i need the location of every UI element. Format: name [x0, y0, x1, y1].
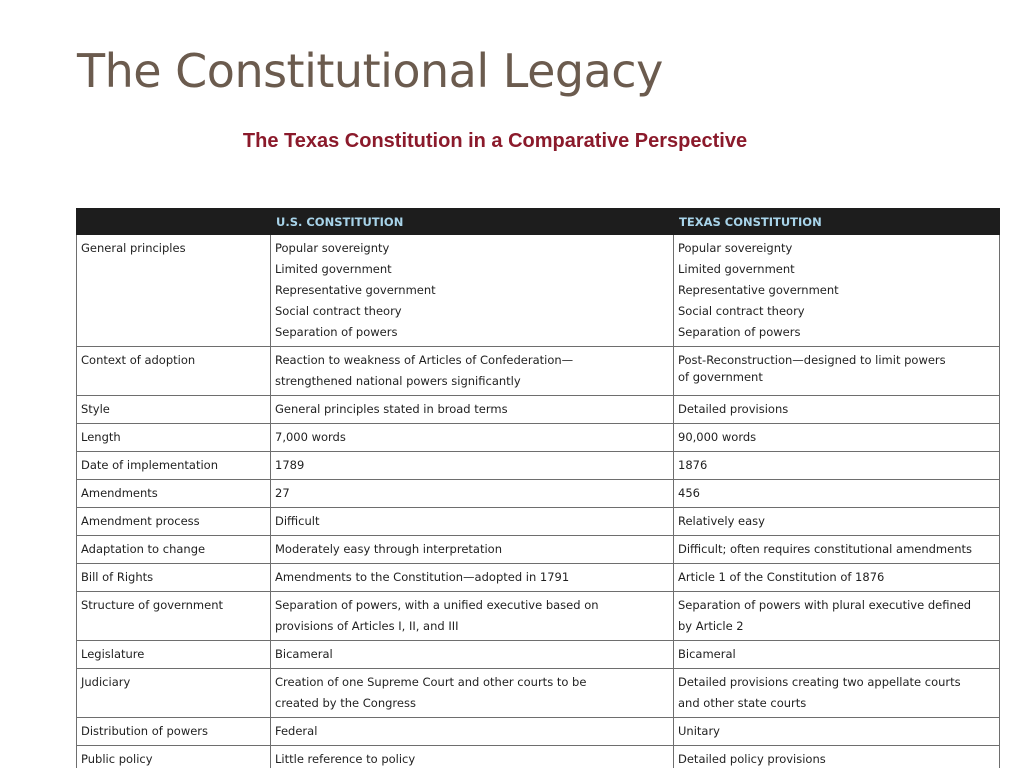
- texas-constitution-cell: [674, 669, 1000, 718]
- us-constitution-cell: [271, 564, 674, 592]
- us-constitution-cell: [271, 641, 674, 669]
- cell-line: Limited government: [275, 262, 392, 276]
- row-label: Amendments: [77, 480, 271, 508]
- us-constitution-cell: [271, 592, 674, 641]
- cell-line: Bicameral: [275, 647, 333, 661]
- cell-line: Limited government: [678, 262, 795, 276]
- cell-line: Popular sovereignty: [678, 241, 793, 255]
- cell-line: 7,000 words: [275, 430, 346, 444]
- us-constitution-cell: [271, 235, 674, 347]
- texas-constitution-cell: [674, 480, 1000, 508]
- cell-line: Separation of powers with plural executive defined: [678, 598, 972, 612]
- texas-constitution-cell: [674, 536, 1000, 564]
- cell-line: Post-Reconstruction—designed to limit powers: [678, 353, 946, 367]
- us-constitution-cell: [271, 718, 674, 746]
- cell-line: of government: [678, 370, 763, 384]
- texas-constitution-cell: [674, 508, 1000, 536]
- table-row: [77, 718, 1000, 746]
- cell-line: by Article 2: [678, 619, 744, 633]
- comparison-table: [76, 208, 1000, 768]
- table-row: [77, 480, 1000, 508]
- cell-line: Detailed provisions: [678, 402, 789, 416]
- table-row: [77, 424, 1000, 452]
- table-caption: The Texas Constitution in a Comparative Perspective: [242, 130, 748, 152]
- texas-constitution-cell: [674, 235, 1000, 347]
- texas-constitution-cell: [674, 347, 1000, 396]
- texas-constitution-cell: [674, 718, 1000, 746]
- table-row: [77, 508, 1000, 536]
- table-row: [77, 564, 1000, 592]
- us-constitution-cell: [271, 347, 674, 396]
- us-constitution-cell: [271, 508, 674, 536]
- cell-line: Reaction to weakness of Articles of Confederation—: [275, 353, 574, 367]
- texas-constitution-cell: [674, 641, 1000, 669]
- us-constitution-cell: [271, 480, 674, 508]
- cell-line: Moderately easy through interpretation: [275, 542, 502, 556]
- cell-line: Article 1 of the Constitution of 1876: [678, 570, 885, 584]
- cell-line: Social contract theory: [678, 304, 805, 318]
- table-row: [77, 235, 1000, 347]
- cell-line: 456: [678, 486, 700, 500]
- texas-constitution-cell: [674, 396, 1000, 424]
- row-label: Bill of Rights: [77, 564, 271, 592]
- row-label: Public policy: [77, 746, 271, 768]
- us-constitution-cell: [271, 669, 674, 718]
- cell-line: Unitary: [678, 724, 720, 738]
- cell-line: Separation of powers: [275, 325, 398, 339]
- cell-line: Separation of powers, with a unified executive based on: [275, 598, 599, 612]
- table-row: [77, 396, 1000, 424]
- cell-line: Difficult; often requires constitutional amendments: [678, 542, 973, 556]
- table-row: [77, 669, 1000, 718]
- cell-line: provisions of Articles I, II, and III: [275, 619, 459, 633]
- table-row: [77, 347, 1000, 396]
- cell-line: Social contract theory: [275, 304, 402, 318]
- table-header-row: [77, 209, 1000, 235]
- cell-line: strengthened national powers significantly: [275, 374, 521, 388]
- cell-line: Little reference to policy: [275, 752, 416, 766]
- cell-line: General principles stated in broad terms: [275, 402, 508, 416]
- cell-line: Amendments to the Constitution—adopted in 1791: [275, 570, 570, 584]
- cell-line: Difficult: [275, 514, 320, 528]
- row-label: Legislature: [77, 641, 271, 669]
- table-body: [77, 235, 1000, 768]
- row-label: Amendment process: [77, 508, 271, 536]
- cell-line: Representative government: [678, 283, 839, 297]
- us-constitution-cell: [271, 396, 674, 424]
- header-us-constitution: U.S. CONSTITUTION: [271, 209, 674, 235]
- table-row: [77, 592, 1000, 641]
- header-feature: [77, 209, 271, 235]
- cell-line: 90,000 words: [678, 430, 757, 444]
- header-texas-constitution: TEXAS CONSTITUTION: [674, 209, 1000, 235]
- row-label: Date of implementation: [77, 452, 271, 480]
- us-constitution-cell: [271, 536, 674, 564]
- table-row: [77, 452, 1000, 480]
- cell-line: 1789: [275, 458, 305, 472]
- cell-line: Detailed policy provisions: [678, 752, 826, 766]
- row-label: Length: [77, 424, 271, 452]
- cell-line: Representative government: [275, 283, 436, 297]
- cell-line: Creation of one Supreme Court and other courts to be: [275, 675, 587, 689]
- cell-line: and other state courts: [678, 696, 807, 710]
- cell-line: Detailed provisions creating two appellate courts: [678, 675, 961, 689]
- texas-constitution-cell: [674, 452, 1000, 480]
- row-label: Context of adoption: [77, 347, 271, 396]
- texas-constitution-cell: [674, 424, 1000, 452]
- us-constitution-cell: [271, 746, 674, 768]
- table-row: [77, 746, 1000, 768]
- cell-line: created by the Congress: [275, 696, 416, 710]
- table-row: [77, 536, 1000, 564]
- slide-title: The Constitutional Legacy: [77, 44, 663, 98]
- cell-line: Separation of powers: [678, 325, 801, 339]
- us-constitution-cell: [271, 424, 674, 452]
- cell-line: 27: [275, 486, 290, 500]
- us-constitution-cell: [271, 452, 674, 480]
- row-label: Adaptation to change: [77, 536, 271, 564]
- cell-line: Relatively easy: [678, 514, 765, 528]
- cell-line: Federal: [275, 724, 318, 738]
- texas-constitution-cell: [674, 564, 1000, 592]
- texas-constitution-cell: [674, 746, 1000, 768]
- cell-line: Bicameral: [678, 647, 736, 661]
- cell-line: Popular sovereignty: [275, 241, 390, 255]
- row-label: Style: [77, 396, 271, 424]
- cell-line: 1876: [678, 458, 708, 472]
- row-label: Distribution of powers: [77, 718, 271, 746]
- row-label: General principles: [77, 235, 271, 347]
- row-label: Structure of government: [77, 592, 271, 641]
- texas-constitution-cell: [674, 592, 1000, 641]
- row-label: Judiciary: [77, 669, 271, 718]
- table-row: [77, 641, 1000, 669]
